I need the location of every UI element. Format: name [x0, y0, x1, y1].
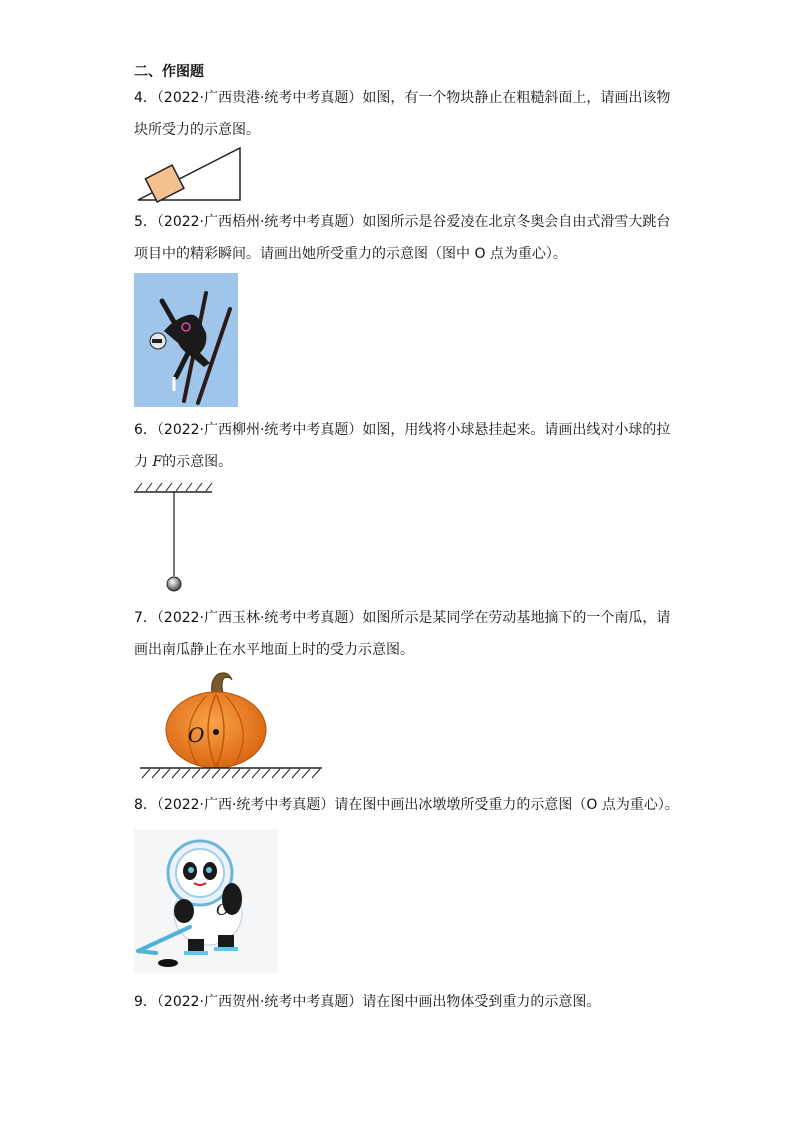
bingdwendwen-figure [134, 829, 278, 973]
pumpkin-figure [136, 668, 326, 784]
mascot-center-label: O [216, 900, 230, 919]
pumpkin-center-label: O [188, 723, 205, 747]
question-6-line1: 6．（2022·广西柳州·统考中考真题）如图，用线将小球悬挂起来。请画出线对小球的拉 [134, 422, 671, 438]
section-title: 二、作图题 [134, 64, 204, 80]
question-7-line1: 7．（2022·广西玉林·统考中考真题）如图所示是某同学在劳动基地摘下的一个南瓜，请 [134, 610, 671, 626]
pendulum-figure [130, 480, 220, 595]
question-6-line2: 力 F的示意图。 [134, 454, 233, 470]
question-8-line1: 8．（2022·广西·统考中考真题）请在图中画出冰墩墩所受重力的示意图（O 点为重心）。 [134, 797, 679, 813]
question-9-line1: 9．（2022·广西贺州·统考中考真题）请在图中画出物体受到重力的示意图。 [134, 994, 601, 1010]
question-4-line2: 块所受力的示意图。 [134, 122, 260, 138]
incline-figure [134, 146, 244, 204]
skier-photo [134, 273, 238, 407]
hockey-puck [158, 959, 178, 967]
question-4-line1: 4．（2022·广西贵港·统考中考真题）如图，有一个物块静止在粗糙斜面上，请画出该物 [134, 90, 671, 106]
question-5-line1: 5．（2022·广西梧州·统考中考真题）如图所示是谷爱凌在北京冬奥会自由式滑雪大跳台 [134, 214, 671, 230]
question-5-line2: 项目中的精彩瞬间。请画出她所受重力的示意图（图中 O 点为重心）。 [134, 246, 567, 262]
question-7-line2: 画出南瓜静止在水平地面上时的受力示意图。 [134, 642, 414, 658]
pumpkin-center-dot [213, 729, 219, 735]
small-ball [167, 577, 181, 591]
